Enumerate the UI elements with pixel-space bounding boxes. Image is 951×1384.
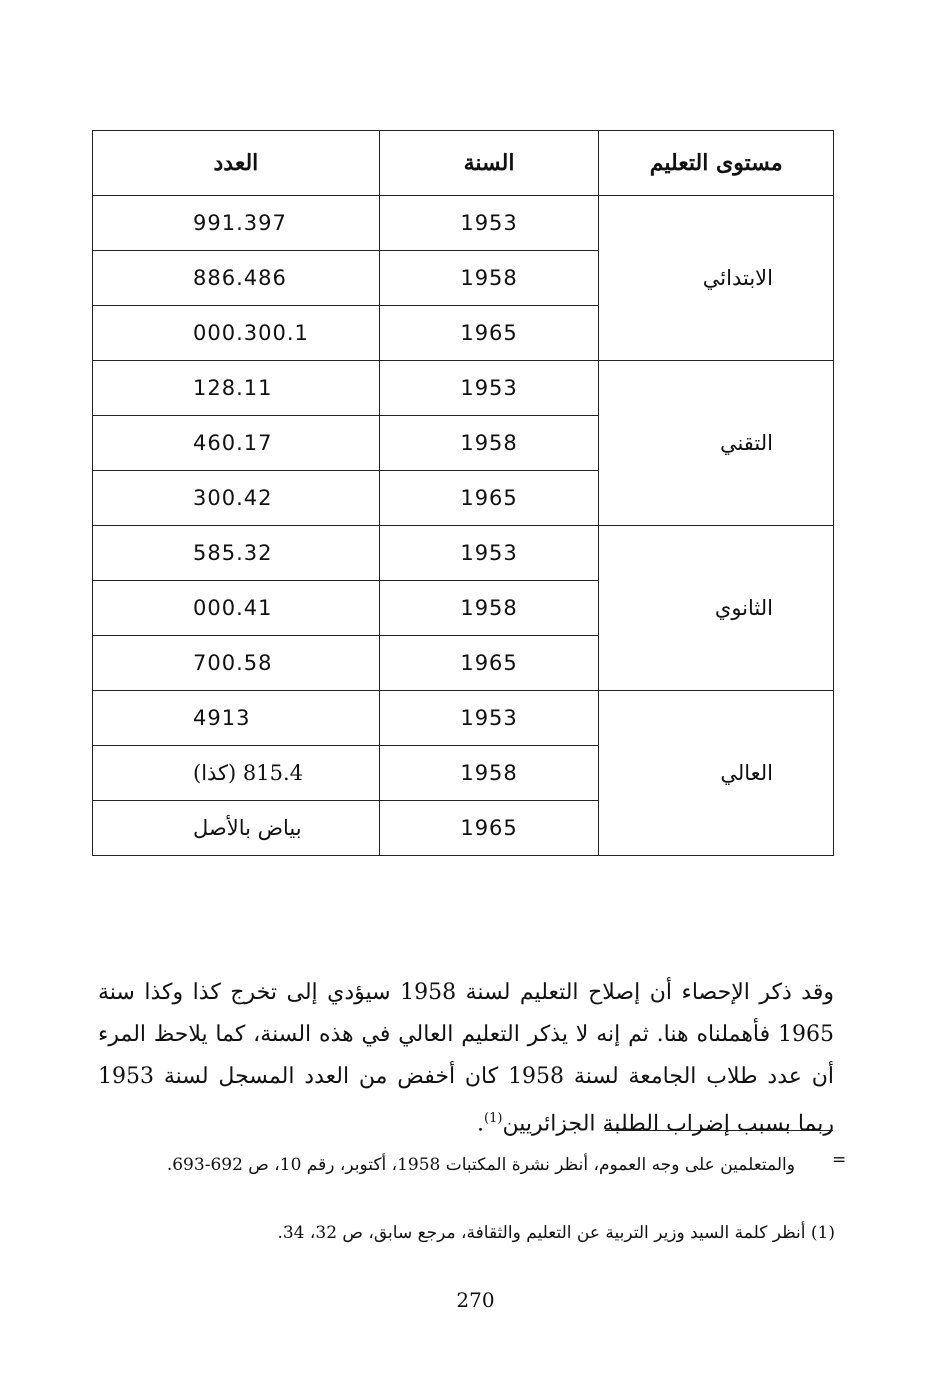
year-cell: 1958: [379, 416, 599, 471]
count-cell: 585.32: [93, 526, 380, 581]
footnote-continued-mark: =: [832, 1150, 847, 1170]
year-cell: 1965: [379, 801, 599, 856]
table-header-row: [93, 131, 834, 196]
year-cell: 1965: [379, 471, 599, 526]
year-cell: 1953: [379, 691, 599, 746]
year-cell: 1958: [379, 581, 599, 636]
count-cell: 886.486: [93, 251, 380, 306]
paragraph-text: وقد ذكر الإحصاء أن إصلاح التعليم لسنة 1958 سيؤدي إلى تخرج كذا وكذا سنة 1965 فأهملناه هنا. ثم إنه لا يذكر التعليم العالي في هذه السنة، كما يلاحظ المرء أن عدد طلاب الجامعة لسنة 1958 كان أخفض من العدد المسجل لسنة 1953 ربما بسبب إضراب الطلبة الجزائريين: [98, 980, 834, 1137]
count-cell: 991.397: [93, 196, 380, 251]
year-cell: 1953: [379, 196, 599, 251]
footnote-ref: (1): [484, 1111, 503, 1126]
count-cell: 128.11: [93, 361, 380, 416]
footnote-divider: [605, 1130, 833, 1131]
table-row: [93, 196, 834, 251]
count-cell: 815.4 (كذا): [93, 746, 380, 801]
year-cell: 1958: [379, 746, 599, 801]
level-higher: العالي: [599, 691, 834, 856]
count-cell: 4913: [93, 691, 380, 746]
year-cell: 1953: [379, 526, 599, 581]
count-cell: 460.17: [93, 416, 380, 471]
table-row: [93, 691, 834, 746]
page-number: 270: [456, 1288, 495, 1312]
footnote-1: (1) أنظر كلمة السيد وزير التربية عن التعليم والثقافة، مرجع سابق، ص 32، 34.: [277, 1223, 835, 1243]
count-cell: 000.300.1: [93, 306, 380, 361]
education-statistics-table: [92, 130, 834, 856]
paragraph-end: .: [477, 1111, 485, 1137]
level-primary: الابتدائي: [599, 196, 834, 361]
count-cell: 300.42: [93, 471, 380, 526]
level-secondary: الثانوي: [599, 526, 834, 691]
table-row: [93, 361, 834, 416]
body-paragraph: [98, 972, 834, 1145]
level-technical: التقني: [599, 361, 834, 526]
year-cell: 1953: [379, 361, 599, 416]
year-cell: 1965: [379, 306, 599, 361]
table-row: [93, 526, 834, 581]
footnote-continued: والمتعلمين على وجه العموم، أنظر نشرة المكتبات 1958، أكتوبر، رقم 10، ص 692-693.: [166, 1155, 795, 1175]
count-cell: 700.58: [93, 636, 380, 691]
count-cell: بياض بالأصل: [93, 801, 380, 856]
count-cell: 000.41: [93, 581, 380, 636]
header-level: مستوى التعليم: [599, 131, 834, 196]
year-cell: 1965: [379, 636, 599, 691]
header-year: السنة: [379, 131, 599, 196]
year-cell: 1958: [379, 251, 599, 306]
header-count: العدد: [93, 131, 380, 196]
